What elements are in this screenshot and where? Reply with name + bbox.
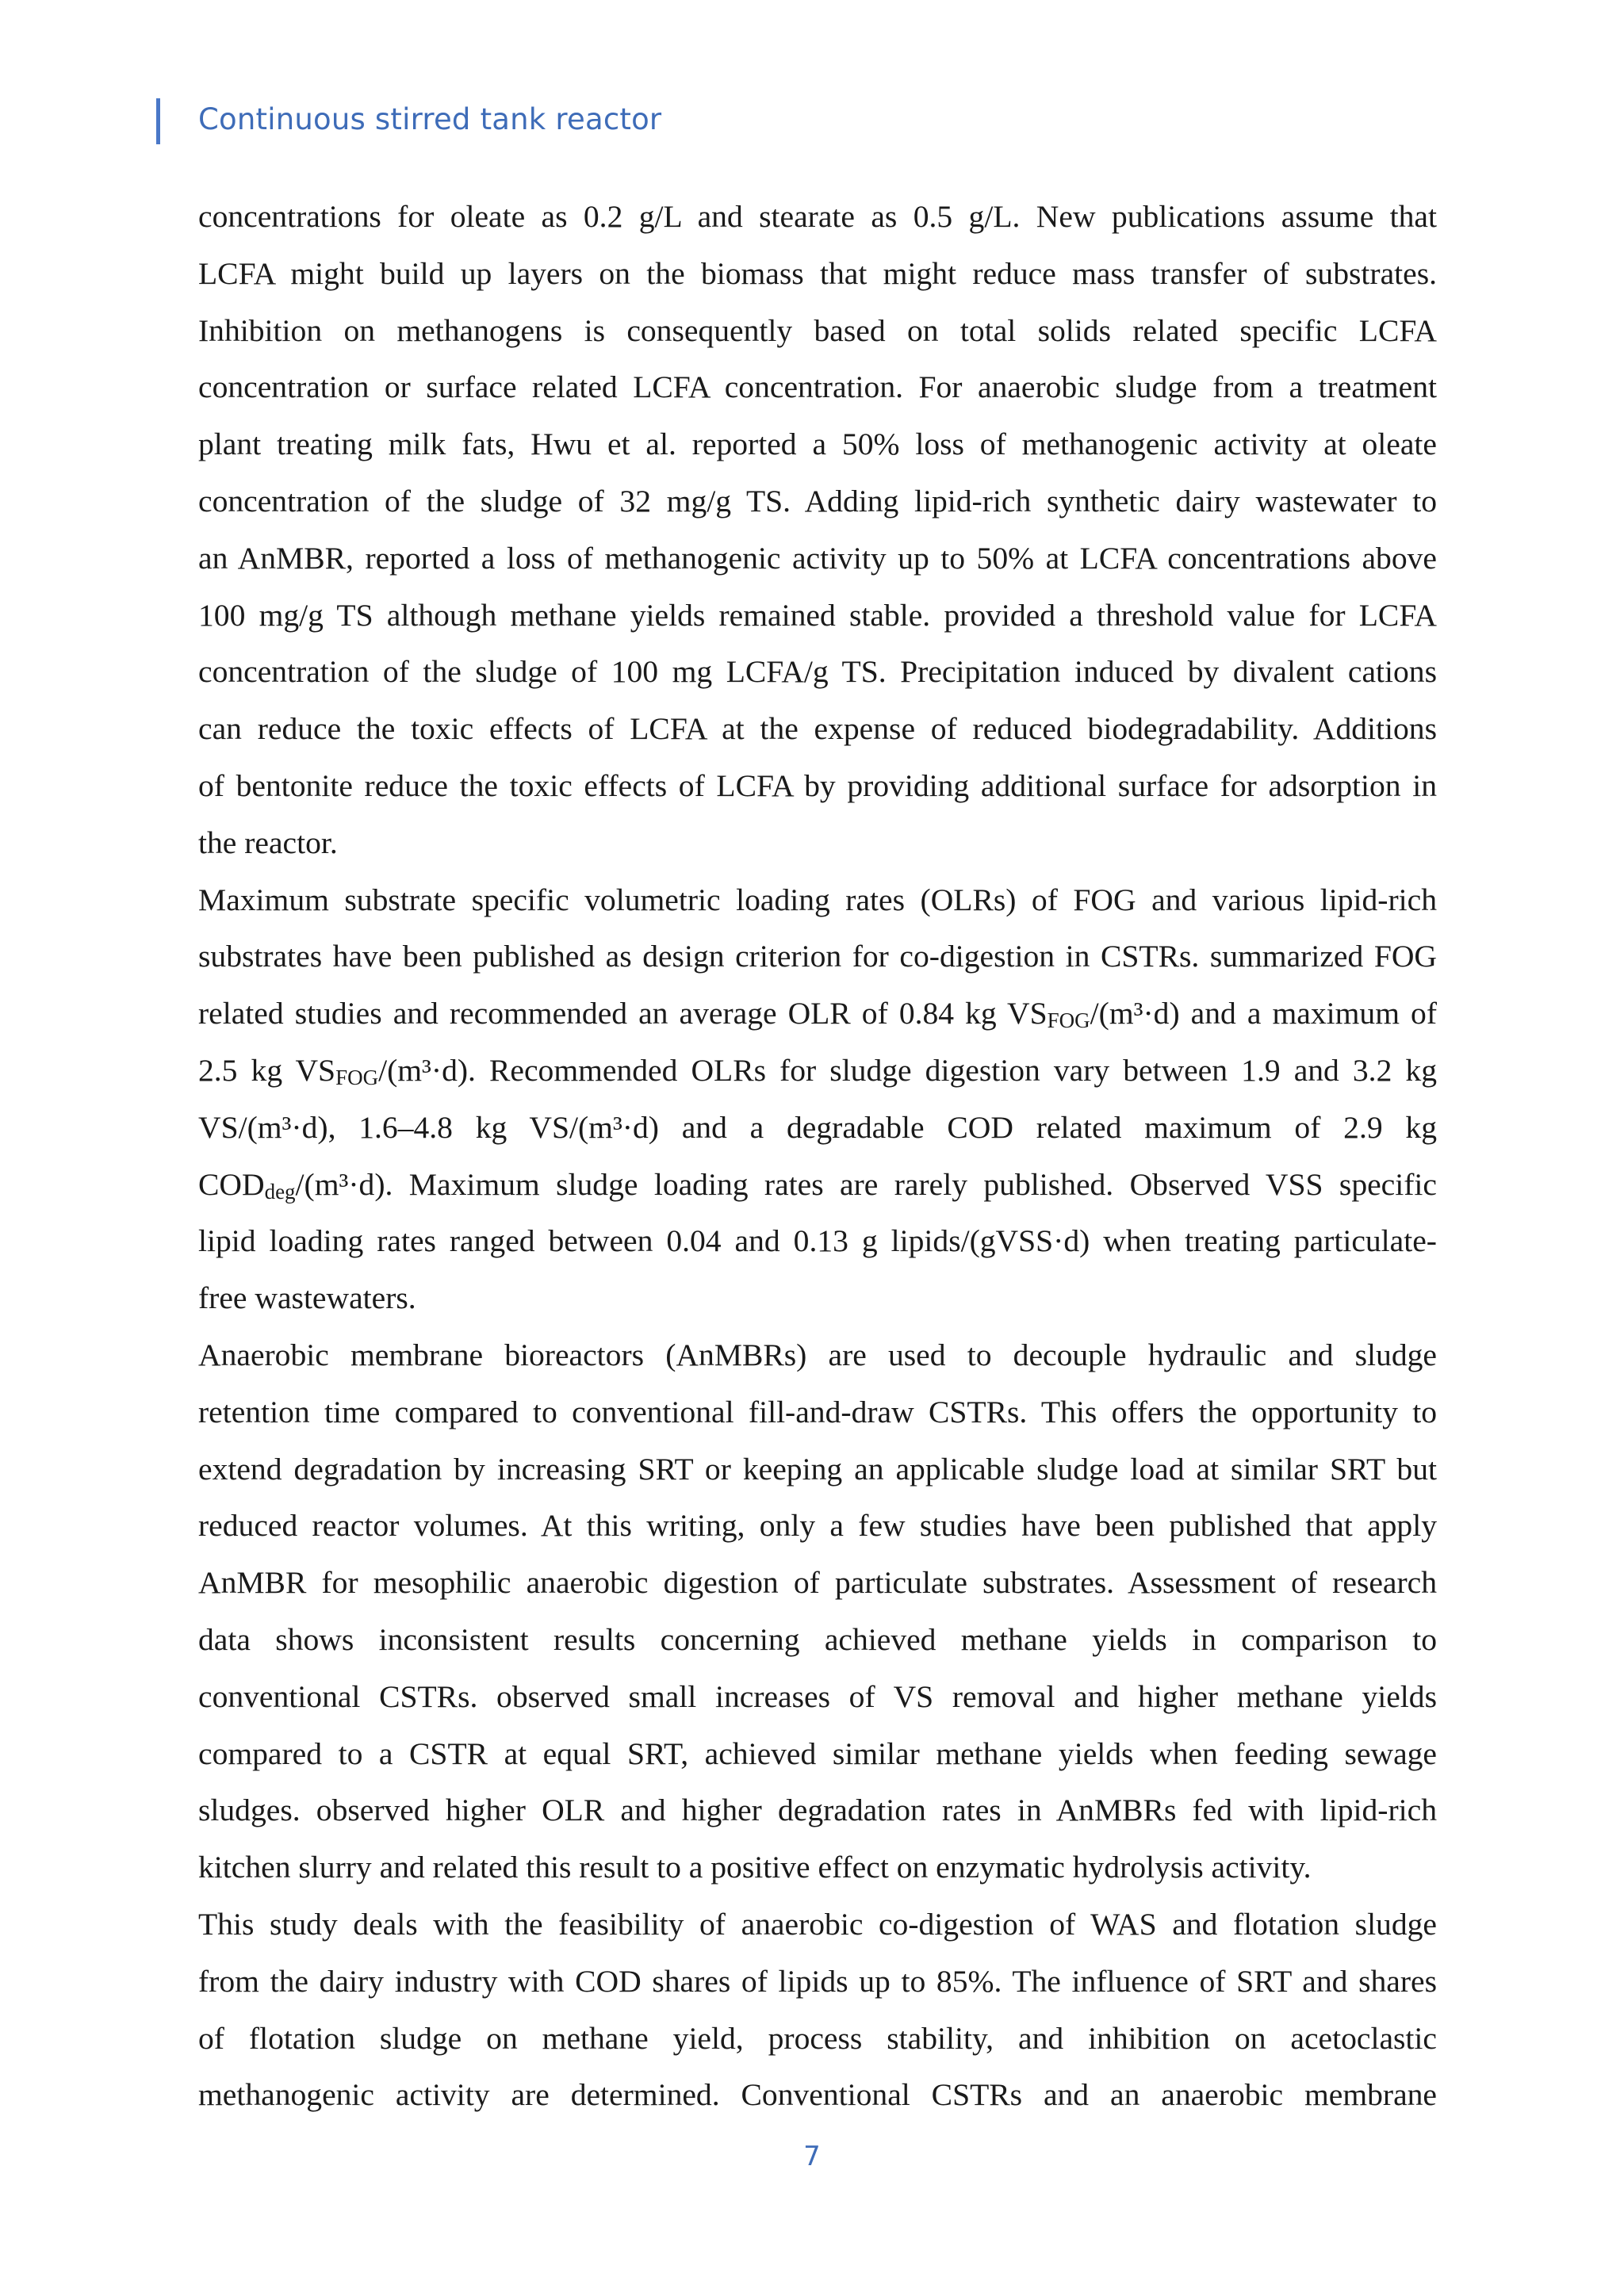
- page-number: 7: [803, 2141, 821, 2172]
- text-run: 2.5 kg VS: [198, 1052, 336, 1088]
- text-line: lipid loading rates ranged between 0.04 and 0.13 g lipids/(gVSS·d) when treating particulate-: [198, 1223, 1437, 1259]
- text-line: plant treating milk fats, Hwu et al. reported a 50% loss of methanogenic activity at oleate: [198, 427, 1437, 462]
- text-line: conventional CSTRs. observed small increases of VS removal and higher methane yields: [198, 1678, 1437, 1714]
- text-run: /(m³·d). Recommended OLRs for sludge digestion vary between 1.9 and 3.2 kg: [378, 1052, 1437, 1088]
- running-header-title: Continuous stirred tank reactor: [198, 102, 662, 136]
- text-line: Anaerobic membrane bioreactors (AnMBRs) are used to decouple hydraulic and sludge: [198, 1337, 1437, 1372]
- text-line: LCFA might build up layers on the biomass that might reduce mass transfer of substrates.: [198, 255, 1437, 291]
- text-run: /(m³·d) and a maximum of: [1090, 996, 1437, 1031]
- text-line: concentrations for oleate as 0.2 g/L and stearate as 0.5 g/L. New publications assume that: [198, 199, 1437, 234]
- text-line: Maximum substrate specific volumetric loading rates (OLRs) of FOG and various lipid-rich: [198, 882, 1437, 917]
- header-accent-bar: [156, 98, 160, 144]
- subscript: deg: [264, 1179, 296, 1203]
- text-line: concentration of the sludge of 100 mg LCFA/g TS. Precipitation induced by divalent cations: [198, 654, 1437, 690]
- text-line: can reduce the toxic effects of LCFA at the expense of reduced biodegradability. Additions: [198, 711, 1437, 747]
- text-line: of flotation sludge on methane yield, process stability, and inhibition on acetoclastic: [198, 2020, 1437, 2056]
- text-line: an AnMBR, reported a loss of methanogenic activity up to 50% at LCFA concentrations above: [198, 540, 1437, 576]
- text-line: [198, 1157, 1437, 1214]
- text-line: reduced reactor volumes. At this writing, only a few studies have been published that apply: [198, 1508, 1437, 1544]
- paragraph-study-scope: [198, 1896, 1437, 2124]
- text-line: concentration of the sludge of 32 mg/g TS. Adding lipid-rich synthetic dairy wastewater to: [198, 483, 1437, 519]
- main-text: [198, 189, 1437, 2124]
- text-line: AnMBR for mesophilic anaerobic digestion of particulate substrates. Assessment of research: [198, 1565, 1437, 1601]
- text-line: [198, 985, 1437, 1043]
- paragraph-loading-rates: [198, 872, 1437, 1327]
- paragraph-anmbr: [198, 1327, 1437, 1896]
- text-line: compared to a CSTR at equal SRT, achieved similar methane yields when feeding sewage: [198, 1735, 1437, 1771]
- subscript: FOG: [335, 1065, 379, 1089]
- text-line: This study deals with the feasibility of anaerobic co-digestion of WAS and flotation sludge: [198, 1906, 1437, 1942]
- text-line: the reactor.: [198, 825, 338, 860]
- text-line: data shows inconsistent results concerning achieved methane yields in comparison to: [198, 1621, 1437, 1657]
- text-line: concentration or surface related LCFA concentration. For anaerobic sludge from a treatment: [198, 369, 1437, 405]
- text-run: related studies and recommended an average OLR of 0.84 kg VS: [198, 996, 1048, 1031]
- text-line: 100 mg/g TS although methane yields remained stable. provided a threshold value for LCFA: [198, 597, 1437, 633]
- text-line: retention time compared to conventional fill-and-draw CSTRs. This offers the opportunity to: [198, 1394, 1437, 1429]
- text-line: from the dairy industry with COD shares of lipids up to 85%. The influence of SRT and shares: [198, 1963, 1437, 1999]
- text-line: [198, 1043, 1437, 1100]
- text-line: free wastewaters.: [198, 1280, 416, 1316]
- text-line: Inhibition on methanogens is consequently based on total solids related specific LCFA: [198, 312, 1437, 348]
- text-line: of bentonite reduce the toxic effects of LCFA by providing additional surface for adsorption in: [198, 767, 1437, 803]
- text-run: /(m³·d). Maximum sludge loading rates are rarely published. Observed VSS specific: [295, 1166, 1437, 1202]
- text-line: substrates have been published as design criterion for co-digestion in CSTRs. summarized FOG: [198, 939, 1437, 974]
- text-run: COD: [198, 1166, 265, 1202]
- text-line: VS/(m³·d), 1.6–4.8 kg VS/(m³·d) and a degradable COD related maximum of 2.9 kg: [198, 1109, 1437, 1145]
- paragraph-lcfa-inhibition: [198, 189, 1437, 872]
- text-line: sludges. observed higher OLR and higher degradation rates in AnMBRs fed with lipid-rich: [198, 1793, 1437, 1828]
- text-line: extend degradation by increasing SRT or keeping an applicable sludge load at similar SRT but: [198, 1451, 1437, 1487]
- subscript: FOG: [1047, 1008, 1090, 1033]
- text-line: kitchen slurry and related this result to a positive effect on enzymatic hydrolysis activity.: [198, 1850, 1312, 1885]
- text-line: methanogenic activity are determined. Conventional CSTRs and an anaerobic membrane: [198, 2077, 1437, 2113]
